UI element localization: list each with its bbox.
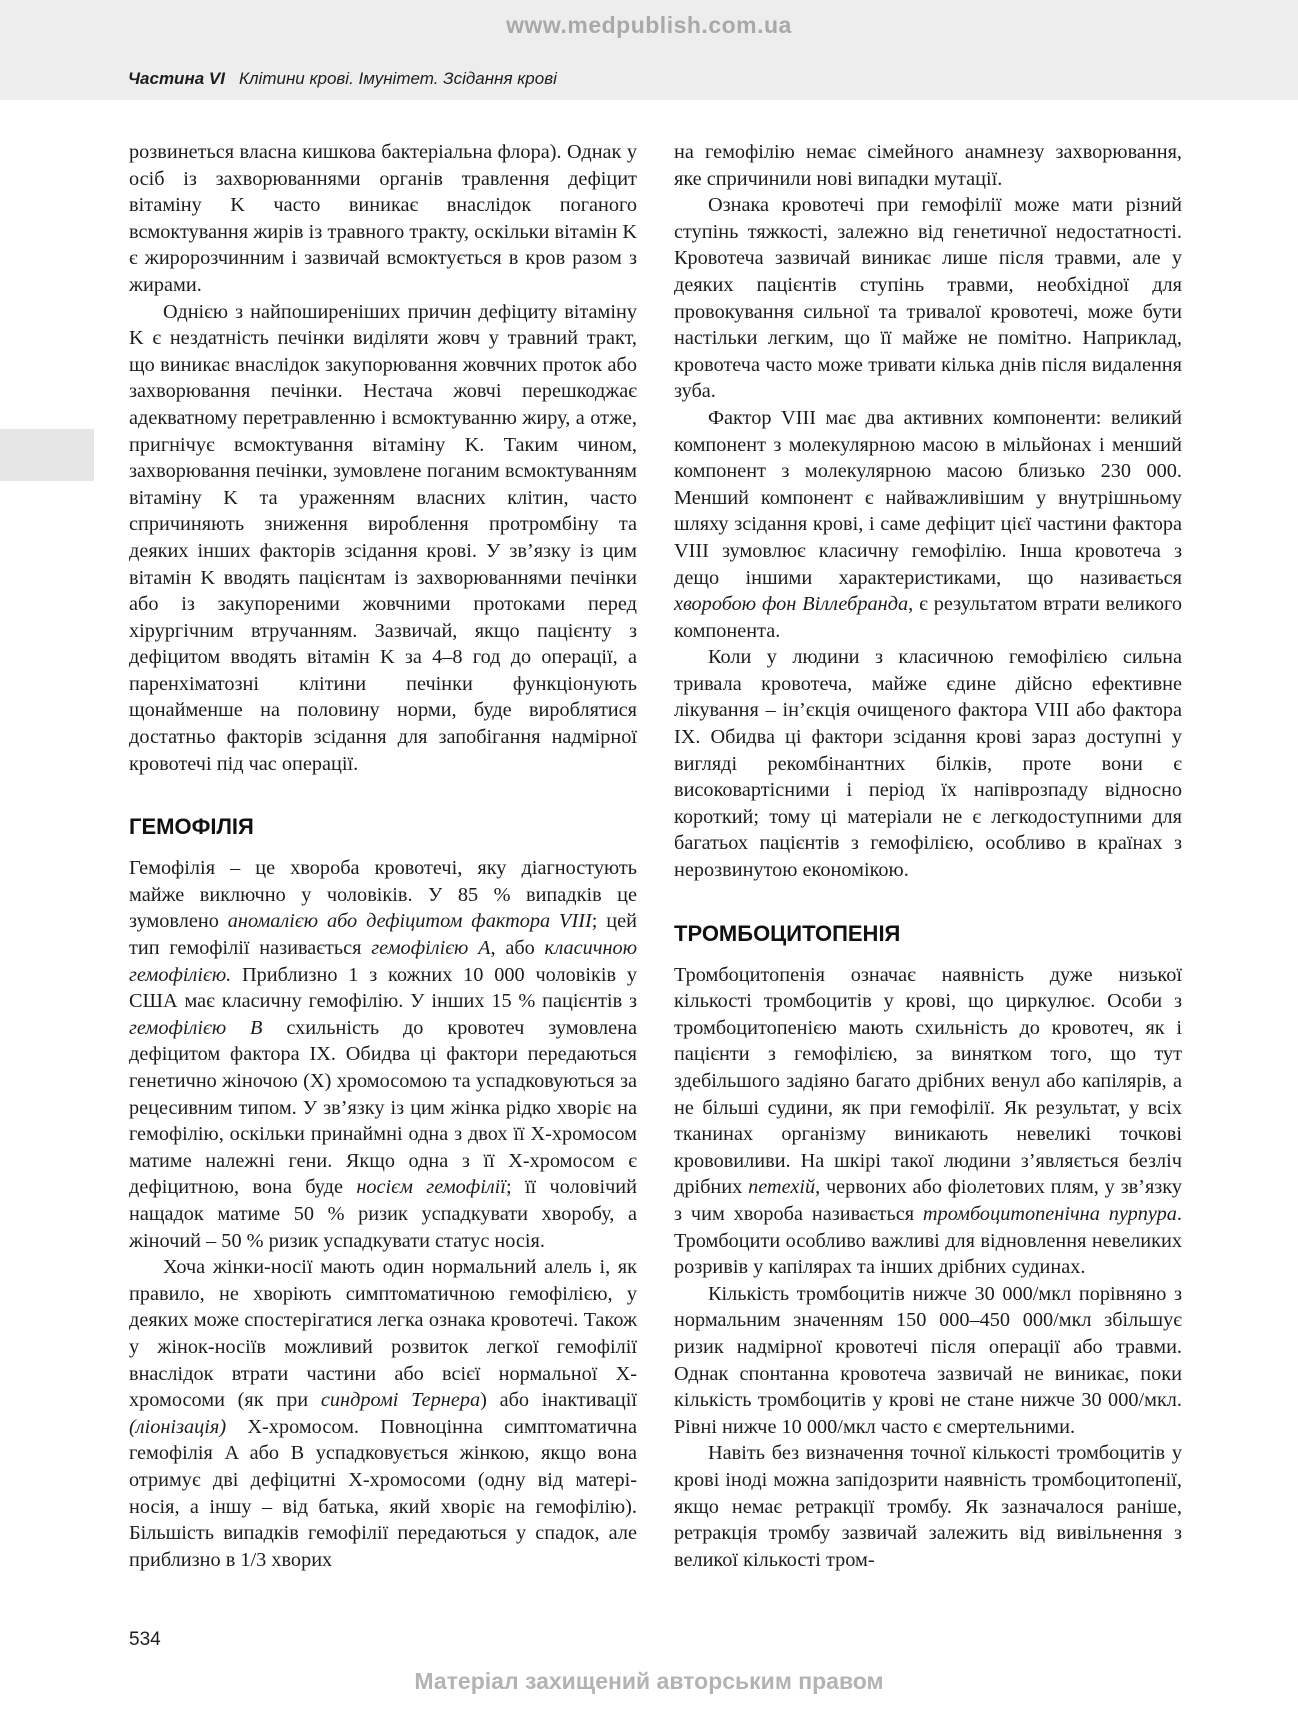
running-head-part: Частина VI <box>128 69 225 88</box>
left-paragraph-3: Гемофілія – це хвороба кровотечі, яку діагностують майже виключно у чоловіків. У 85 % випадків це зумовлено аномалією або дефіцитом фактора VIII; цей тип гемофілії називається гемофілією A, або класичною гемофілією. Приблизно 1 з кожних 10 000 чоловіків у США має класичну гемофілію. У інших 15 % пацієнтів з гемофілією B схильність до кровотеч зумовлена дефіцитом фактора IX. Обидва ці фактори передаються генетично жіночою (X) хромосомою та успадковуються за рецесивним типом. У зв’язку із цим жінка рідко хворіє на гемофілію, оскільки принаймні одна з двох її X-хромосом матиме належні гени. Якщо одна з її X-хромосом є дефіцитною, вона буде носієм гемофілії; її чоловічий нащадок матиме 50 % ризик успадкувати хворобу, а жіночий – 50 % ризик успадкувати статус носія. <box>129 857 637 1252</box>
heading-thrombocytopenia: ТРОМБОЦИТОПЕНІЯ <box>674 920 901 946</box>
running-head-section: Клітини крові. Імунітет. Зсідання крові <box>238 69 557 88</box>
site-url-watermark: www.medpublish.com.ua <box>506 12 792 38</box>
right-paragraph-4: Коли у людини з класичною гемофілією сильна тривала кровотеча, майже єдине дійсно ефективне лікування – ін’єкція очищеного фактора VIII або фактора IX. Обидва ці фактори зсідання крові зараз доступні у вигляді рекомбінантних білків, проте вони є високовартісними і період їх напіврозпаду відносно короткий; тому ці матеріали не є легкодоступними для багатьох пацієнтів з гемофілією, особливо в країнах з нерозвинутою економікою. <box>674 646 1182 882</box>
left-paragraph-4: Хоча жінки-носії мають один нормальний алель і, як правило, не хворіють симптоматичною гемофілією, у деяких може спостерігатися легка ознака кровотечі. Також у жінок-носіїв можливий розвиток легкої гемофілії внаслідок втрати частини або всієї нормальної X-хромосоми (як при синдромі Тернера) або інактивації (ліонізація) X-хромосом. Повноцінна симптоматична гемофілія A або B успадковується жінкою, якщо вона отримує дві дефіцитні X-хромосоми (одну від матері-носія, а іншу – від батька, який хворіє на гемофілію). Більшість випадків гемофілії передаються у спадок, але приблизно в 1/3 хворих <box>129 1256 637 1571</box>
chapter-side-tab <box>0 429 94 481</box>
left-paragraph-2: Однією з найпоширеніших причин дефіциту вітаміну K є нездатність печінки виділяти жовч у травний тракт, що виникає внаслідок закупорювання жовчних проток або захворювання печінки. Нестача жовчі перешкоджає адекватному перетравленню і всмоктуванню жиру, а отже, пригнічує всмоктування вітаміну K. Таким чином, захворювання печінки, зумовлене поганим всмоктуванням вітаміну K та ураженням власних клітин, часто спричиняють зниження вироблення протромбіну та деяких інших факторів зсідання крові. У зв’язку із цим вітамін K вводять пацієнтам із захворюваннями печінки або із закупореними жовчними протоками перед хірургічним втручанням. Зазвичай, якщо пацієнту з дефіцитом вводять вітамін K за 4–8 год до операції, а паренхіматозні клітини печінки функціонують щонайменше на половину норми, буде вироблятися достатньо факторів зсідання для запобігання надмірної кровотечі під час операції. <box>129 300 637 775</box>
copyright-watermark: Матеріал захищений авторським правом <box>414 1668 884 1694</box>
running-head <box>128 69 557 89</box>
page-number: 534 <box>129 1629 161 1650</box>
right-paragraph-1: на гемофілію немає сімейного анамнезу захворювання, яке спричинили нові випадки мутації. <box>674 141 1182 190</box>
right-paragraph-6: Кількість тромбоцитів нижче 30 000/мкл порівняно з нормальним значенням 150 000–450 000/мкл збільшує ризик надмірної кровотечі після операції або травми. Однак спонтанна кровотеча зазвичай не виникає, поки кількість тромбоцитів у крові не стане нижче 30 000/мкл. Рівні нижче 10 000/мкл часто є смертельними. <box>674 1282 1182 1438</box>
right-paragraph-2: Ознака кровотечі при гемофілії може мати різний ступінь тяжкості, залежно від генетичної недостатності. Кровотеча зазвичай виникає лише після травми, але у деяких пацієнтів ступінь травми, необхідної для провокування сильної та тривалої кровотечі, може бути настільки легким, що її майже не помітно. Наприклад, кровотеча часто може тривати кілька днів після видалення зуба. <box>674 194 1182 403</box>
right-paragraph-7: Навіть без визначення точної кількості тромбоцитів у крові іноді можна запідозрити наявність тромбоцитопенії, якщо немає ретракції тромбу. Як зазначалося раніше, ретракція тромбу зазвичай залежить від вивільнення з великої кількості тром- <box>674 1442 1182 1571</box>
right-column <box>674 139 1182 1573</box>
right-paragraph-5: Тромбоцитопенія означає наявність дуже низької кількості тромбоцитів у крові, що циркулює. Особи з тромбоцитопенією мають схильність до кровотеч, як і пацієнти з гемофілією, за винятком того, що тут здебільшого задіяно багато дрібних венул або капілярів, а не більші судини, як при гемофілії. Як результат, у всіх тканинах організму виникають невеликі точкові крововиливи. На шкірі такої людини з’являється безліч дрібних петехій, червоних або фіолетових плям, у зв’язку з чим хвороба називається тромбоцитопенічна пурпура. Тромбоцити особливо важливі для відновлення невеликих розривів у капілярах та інших дрібних судинах. <box>674 963 1182 1279</box>
page-header-band <box>0 0 1298 100</box>
left-column <box>129 139 637 1573</box>
right-paragraph-3: Фактор VIII має два активних компоненти: великий компонент з молекулярною масою в мільйонах і менший компонент з молекулярною масою близько 230 000. Менший компонент є найважливішим у внутрішньому шляху зсідання крові, і саме дефіцит цієї частини фактора VIII зумовлює класичну гемофілію. Інша кровотеча з дещо іншими характеристиками, що називається хворобою фон Віллебранда, є результатом втрати великого компонента. <box>674 406 1182 642</box>
heading-hemophilia: ГЕМОФІЛІЯ <box>129 814 254 840</box>
left-paragraph-1: розвинеться власна кишкова бактеріальна флора). Однак у осіб із захворюваннями органів травлення дефіцит вітаміну K часто виникає внаслідок поганого всмоктування жирів із травного тракту, оскільки вітамін K є жиророзчинним і зазвичай всмоктується в кров разом з жирами. <box>129 141 637 296</box>
